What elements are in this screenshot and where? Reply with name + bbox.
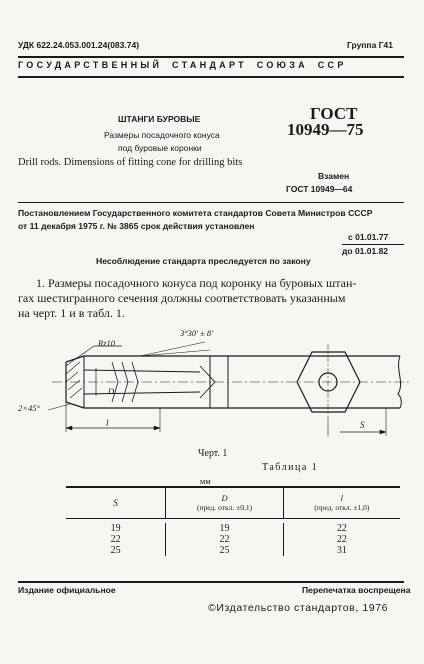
udk-code: УДК 622.24.053.001.24(083.74) <box>18 40 140 50</box>
replaces-label: Взамен <box>318 171 350 181</box>
gost-number: 10949—75 <box>287 120 364 139</box>
table-row <box>66 534 400 545</box>
figure-caption: Черт. 1 <box>198 448 228 459</box>
roughness-label: Rz10 <box>98 338 115 348</box>
table-caption: Таблица 1 <box>262 462 319 473</box>
dim-l-label: l <box>106 418 109 428</box>
decree-line1: Постановлением Государственного комитета стандартов Совета Министров СССР <box>18 208 373 218</box>
cell-s: 22 <box>66 534 166 545</box>
cell-l: 22 <box>336 523 347 534</box>
title-ru-main: ШТАНГИ БУРОВЫЕ <box>118 114 201 124</box>
cell-s: 19 <box>66 523 166 534</box>
table-units: мм <box>200 476 211 486</box>
body-line1: 1. Размеры посадочного конуса под коронку на буровых штан- <box>36 276 357 290</box>
replaces-value: ГОСТ 10949—64 <box>286 184 353 194</box>
header-d: D (пред. откл. ±0,1) <box>166 488 283 519</box>
validity-to: до 01.01.82 <box>342 246 389 256</box>
title-ru-sub2: под буровые коронки <box>118 143 202 153</box>
header-d-tolerance: (пред. откл. ±0,1) <box>196 503 253 512</box>
cell-d: 25 <box>166 545 283 556</box>
edition-label: Издание официальное <box>18 585 116 595</box>
cell-l: 22 <box>336 534 347 545</box>
title-ru-sub1: Размеры посадочного конуса <box>104 130 220 140</box>
dim-d-label: D <box>108 386 115 396</box>
footer-rule <box>18 581 404 583</box>
cell-s: 25 <box>66 545 166 556</box>
standard-banner: ГОСУДАРСТВЕННЫЙ СТАНДАРТ СОЮЗА ССР <box>18 60 347 70</box>
legal-notice: Несоблюдение стандарта преследуется по закону <box>96 256 311 266</box>
group-code: Группа Г41 <box>347 40 393 50</box>
header-l-tolerance: (пред. откл. ±1,0) <box>314 503 370 512</box>
validity-from: с 01.01.77 <box>348 232 389 242</box>
body-line2: гах шестигранного сечения должны соответствовать указанным <box>18 291 346 305</box>
table-header-row <box>66 488 400 519</box>
cell-d: 22 <box>166 534 283 545</box>
gost-label: ГОСТ <box>310 104 358 123</box>
table-row <box>66 545 400 556</box>
copyright: ©Издательство стандартов, 1976 <box>208 602 389 614</box>
cell-l: 31 <box>336 545 347 556</box>
header-l: l (пред. откл. ±1,0) <box>283 488 400 519</box>
dimensions-table <box>66 488 400 556</box>
header-s: S <box>66 488 166 519</box>
table-row <box>66 523 400 534</box>
title-en: Drill rods. Dimensions of fitting cone for drilling bits <box>18 157 243 168</box>
body-line3: на черт. 1 и в табл. 1. <box>18 306 125 320</box>
dim-s-label: S <box>360 420 365 430</box>
cell-d: 19 <box>166 523 283 534</box>
reprint-notice: Перепечатка воспрещена <box>302 585 411 595</box>
chamfer-label: 2×45° <box>18 403 40 413</box>
decree-line2: от 11 декабря 1975 г. № 3865 срок действия установлен <box>18 221 255 231</box>
angle-label: 3°30' ± 8' <box>180 328 213 338</box>
